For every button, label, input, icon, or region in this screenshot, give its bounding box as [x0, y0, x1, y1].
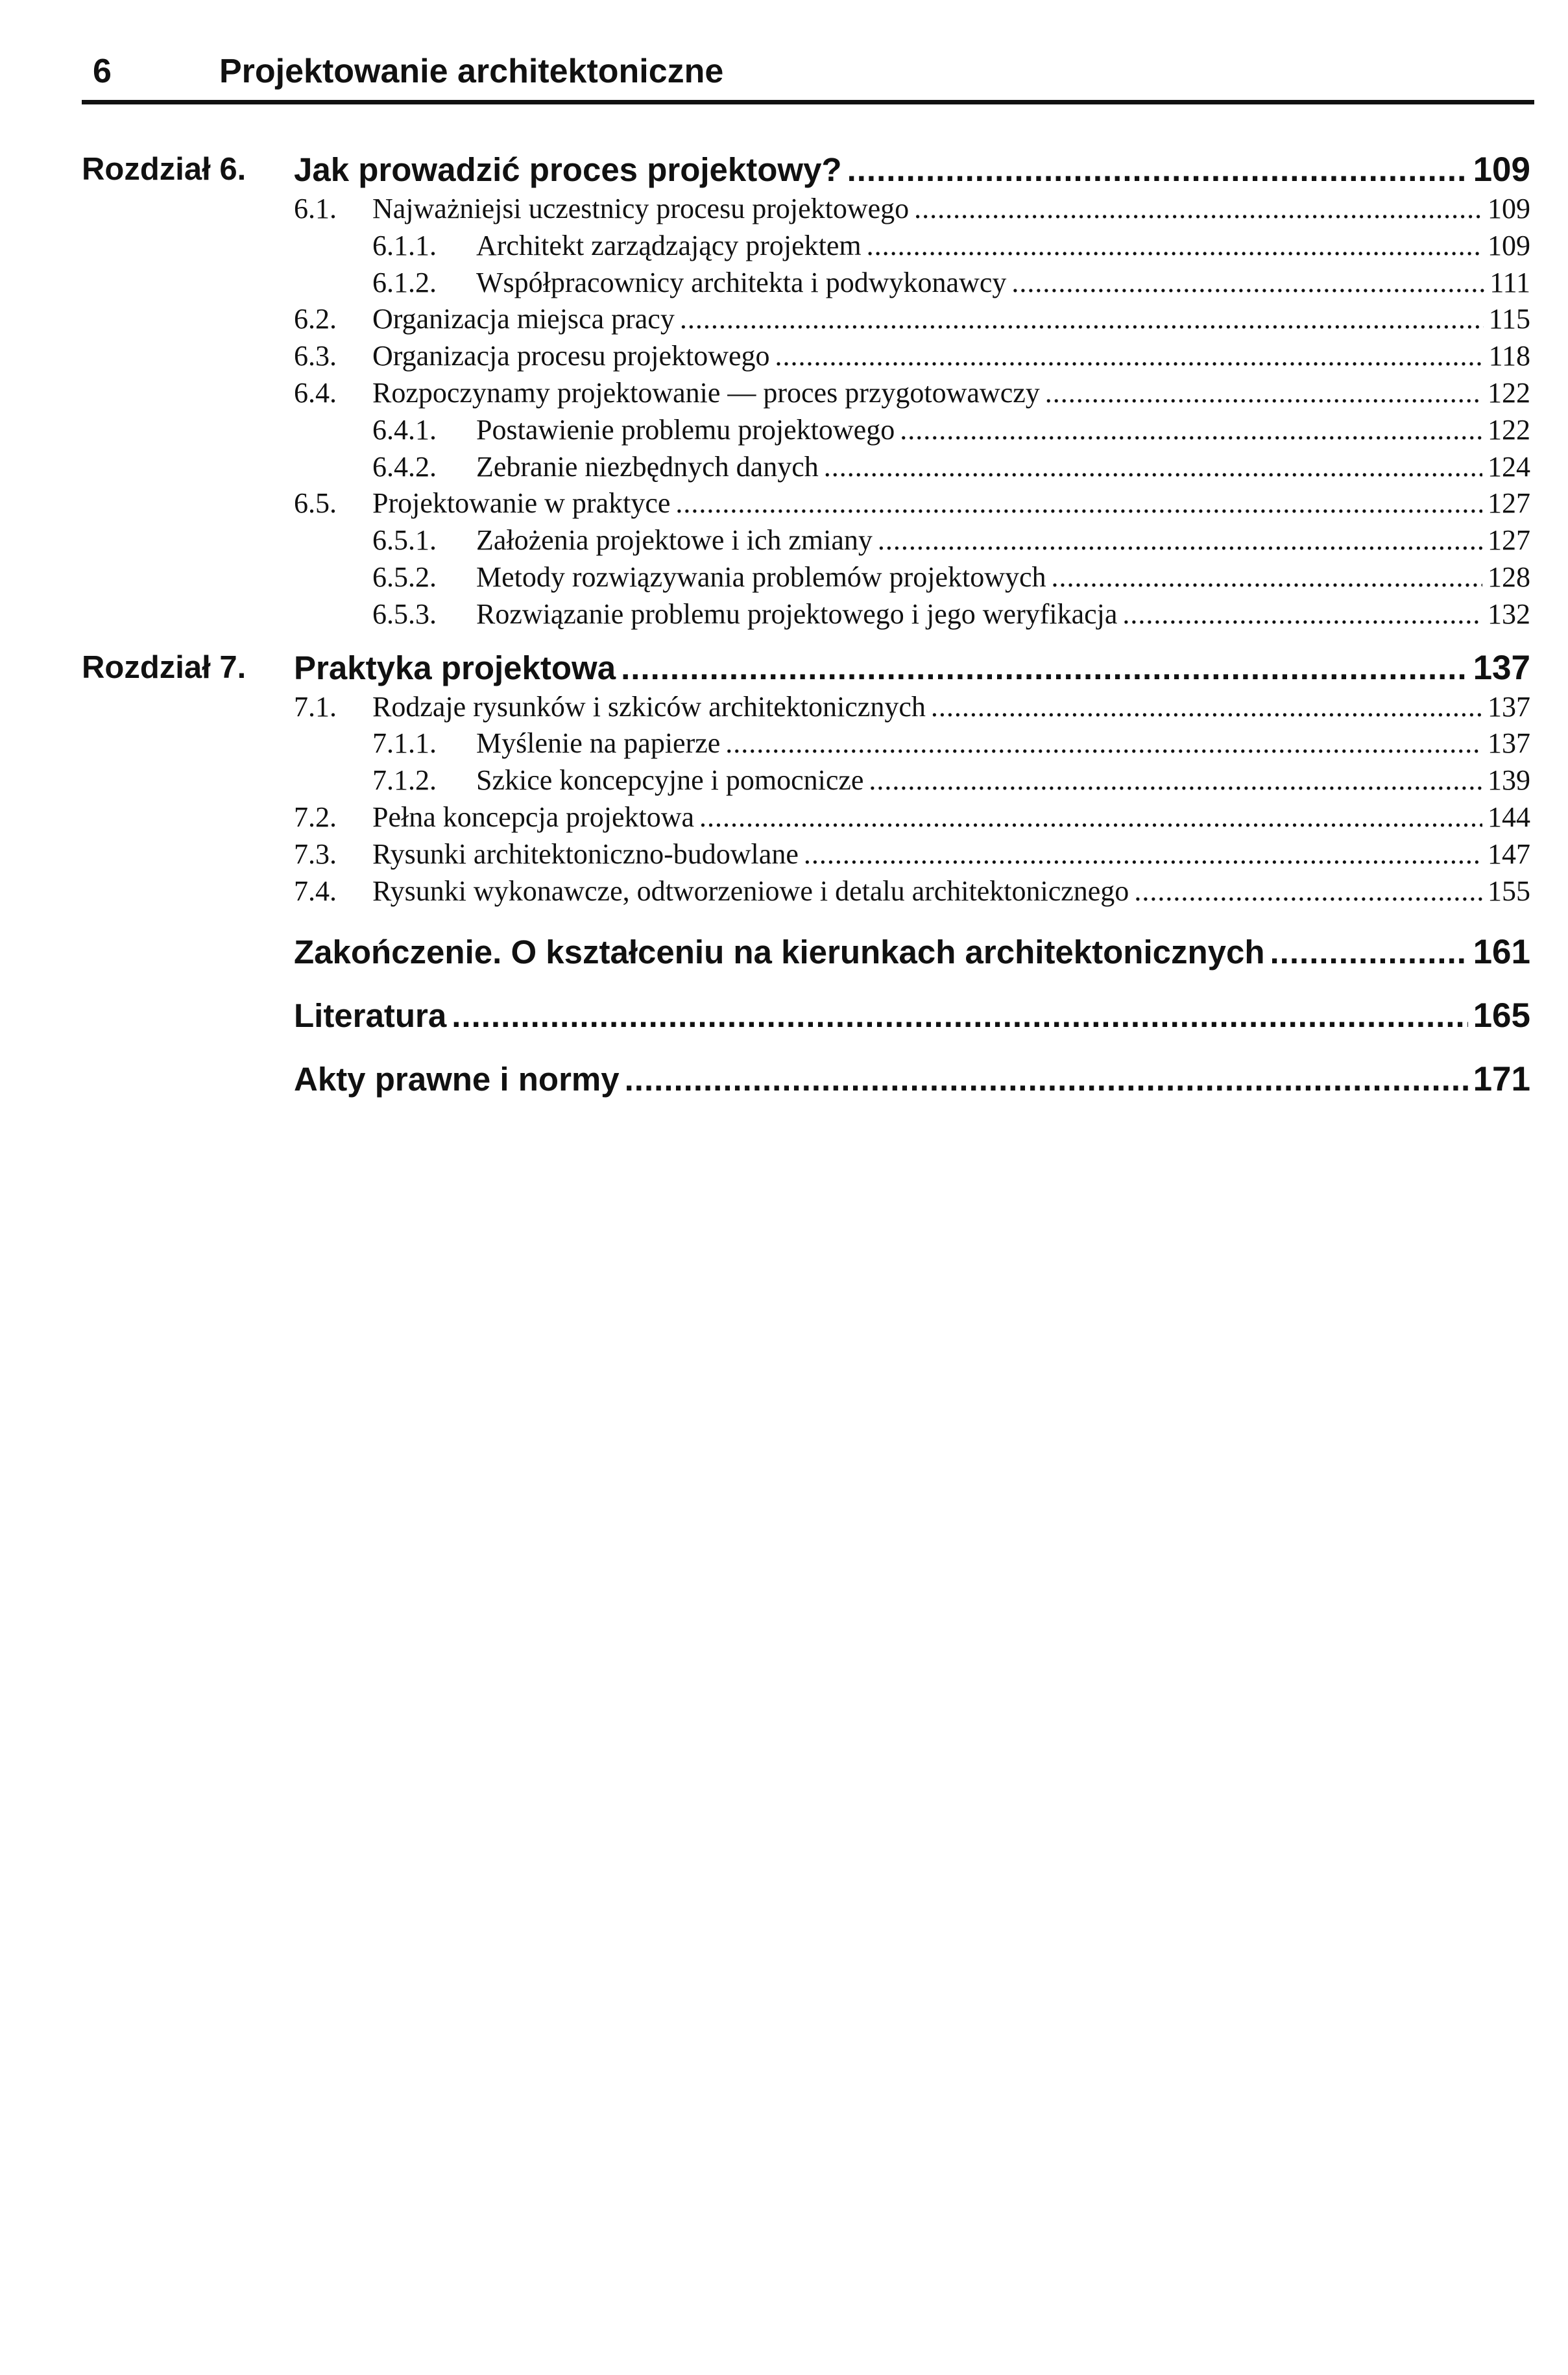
page-number: 6	[93, 53, 112, 90]
section-title: Rysunki wykonawcze, odtworzeniowe i detalu architektonicznego	[372, 874, 1129, 907]
page-ref: 109	[1473, 151, 1530, 189]
section-title: Metody rozwiązywania problemów projektowych	[476, 561, 1046, 593]
section-title: Myślenie na papierze	[476, 727, 721, 760]
chapter-label: Rozdział 7.	[82, 649, 247, 685]
page-ref: 118	[1488, 340, 1530, 372]
dot-leader	[675, 485, 1482, 522]
toc-entry	[294, 799, 1530, 836]
dot-leader	[900, 412, 1482, 449]
page-ref: 139	[1488, 764, 1530, 797]
page-ref: 155	[1488, 874, 1530, 907]
chapter-title-line	[294, 149, 1530, 191]
chapter-title-line	[294, 1059, 1530, 1100]
toc-entry	[294, 412, 1530, 449]
dot-leader	[775, 338, 1484, 375]
section-number: 6.4.	[294, 376, 337, 409]
dot-leader	[824, 449, 1482, 486]
page-ref: 128	[1488, 561, 1530, 593]
section-number: 7.4.	[294, 874, 337, 907]
section-literatura	[82, 995, 1530, 1037]
page-ref: 127	[1488, 487, 1530, 520]
section-title: Zebranie niezbędnych danych	[476, 450, 819, 483]
page-ref: 144	[1488, 801, 1530, 833]
chapter-7	[82, 647, 1530, 910]
section-title: Postawienie problemu projektowego	[476, 413, 895, 446]
section-number: 7.1.2.	[372, 764, 437, 797]
toc-entry	[294, 559, 1530, 596]
section-number: 6.4.1.	[372, 413, 437, 446]
chapter-title: Zakończenie. O kształceniu na kierunkach architektonicznych	[294, 934, 1265, 971]
section-number: 6.4.2.	[372, 450, 437, 483]
dot-leader	[699, 799, 1482, 836]
toc-entry	[294, 725, 1530, 762]
page-ref: 132	[1488, 597, 1530, 630]
toc-entry	[294, 375, 1530, 412]
chapter-title: Jak prowadzić proces projektowy?	[294, 151, 842, 188]
section-title: Najważniejsi uczestnicy procesu projektowego	[372, 193, 910, 224]
dot-leader	[1045, 375, 1482, 412]
section-title: Rozpoczynamy projektowanie — proces przygotowawczy	[372, 376, 1040, 409]
chapter-title-line	[294, 647, 1530, 689]
chapter-title: Praktyka projektowa	[294, 649, 616, 686]
running-header	[93, 51, 723, 92]
dot-leader	[680, 301, 1484, 338]
section-title: Założenia projektowe i ich zmiany	[476, 524, 873, 557]
section-number: 6.5.	[294, 487, 337, 520]
section-number: 7.2.	[294, 801, 337, 833]
section-number: 6.3.	[294, 340, 337, 372]
page-ref: 171	[1473, 1060, 1530, 1099]
toc-entry	[294, 873, 1530, 910]
section-title: Rysunki architektoniczno-budowlane	[372, 838, 799, 870]
toc-entry	[294, 449, 1530, 486]
dot-leader	[621, 647, 1468, 689]
chapter-title-line	[294, 995, 1530, 1037]
section-number: 6.5.1.	[372, 524, 437, 557]
dot-leader	[1122, 596, 1482, 633]
page-ref: 109	[1488, 193, 1530, 224]
dot-leader	[625, 1059, 1468, 1100]
dot-leader	[867, 228, 1482, 265]
section-zakonczenie	[82, 932, 1530, 973]
section-title: Rodzaje rysunków i szkiców architektonicznych	[372, 690, 926, 723]
section-number: 7.1.	[294, 690, 337, 723]
dot-leader	[914, 191, 1482, 228]
page-ref: 111	[1490, 266, 1530, 298]
dot-leader	[1134, 873, 1482, 910]
page-ref: 122	[1488, 376, 1530, 409]
header-rule	[82, 100, 1534, 104]
section-akty-prawne	[82, 1059, 1530, 1100]
running-title: Projektowanie architektoniczne	[219, 53, 724, 90]
toc-entry	[294, 522, 1530, 559]
dot-leader	[869, 762, 1482, 799]
page-ref: 137	[1473, 648, 1530, 687]
section-number: 6.1.2.	[372, 266, 437, 298]
toc-entry	[294, 301, 1530, 338]
page-ref: 122	[1488, 413, 1530, 446]
toc-entry	[294, 485, 1530, 522]
toc-entry	[294, 265, 1530, 302]
dot-leader	[847, 149, 1468, 191]
chapter-title: Akty prawne i normy	[294, 1061, 620, 1098]
dot-leader	[1011, 265, 1484, 302]
section-number: 6.1.1.	[372, 229, 437, 261]
table-of-contents	[82, 149, 1530, 1100]
section-number: 6.5.2.	[372, 561, 437, 593]
toc-entry	[294, 596, 1530, 633]
section-title: Współpracownicy architekta i podwykonawcy	[476, 266, 1007, 298]
page-ref: 115	[1488, 303, 1530, 335]
dot-leader	[878, 522, 1482, 559]
toc-entry	[294, 191, 1530, 228]
section-title: Rozwiązanie problemu projektowego i jego weryfikacja	[476, 597, 1118, 630]
dot-leader	[1270, 932, 1468, 973]
section-number: 6.2.	[294, 303, 337, 335]
dot-leader	[725, 725, 1482, 762]
toc-entry	[294, 762, 1530, 799]
toc-entry	[294, 338, 1530, 375]
page-ref: 124	[1488, 450, 1530, 483]
section-number: 7.1.1.	[372, 727, 437, 760]
dot-leader	[452, 995, 1467, 1037]
section-title: Szkice koncepcyjne i pomocnicze	[476, 764, 864, 797]
page-ref: 161	[1473, 933, 1530, 972]
page-ref: 137	[1488, 727, 1530, 760]
page-ref: 137	[1488, 690, 1530, 723]
section-number: 6.1.	[294, 193, 337, 224]
page-ref: 165	[1473, 996, 1530, 1035]
dot-leader	[804, 836, 1482, 873]
section-number: 7.3.	[294, 838, 337, 870]
section-title: Architekt zarządzający projektem	[476, 229, 862, 261]
section-title: Organizacja procesu projektowego	[372, 340, 770, 372]
page-ref: 147	[1488, 838, 1530, 870]
chapter-title: Literatura	[294, 997, 447, 1035]
section-title: Projektowanie w praktyce	[372, 487, 671, 520]
section-title: Pełna koncepcja projektowa	[372, 801, 695, 833]
section-title: Organizacja miejsca pracy	[372, 303, 675, 335]
chapter-title-line	[294, 932, 1530, 973]
toc-entry	[294, 689, 1530, 726]
dot-leader	[931, 689, 1482, 726]
toc-entry	[294, 836, 1530, 873]
page-ref: 127	[1488, 524, 1530, 557]
section-number: 6.5.3.	[372, 597, 437, 630]
toc-entry	[294, 228, 1530, 265]
dot-leader	[1052, 559, 1482, 596]
chapter-6	[82, 149, 1530, 633]
page-ref: 109	[1488, 229, 1530, 261]
chapter-label: Rozdział 6.	[82, 152, 247, 187]
